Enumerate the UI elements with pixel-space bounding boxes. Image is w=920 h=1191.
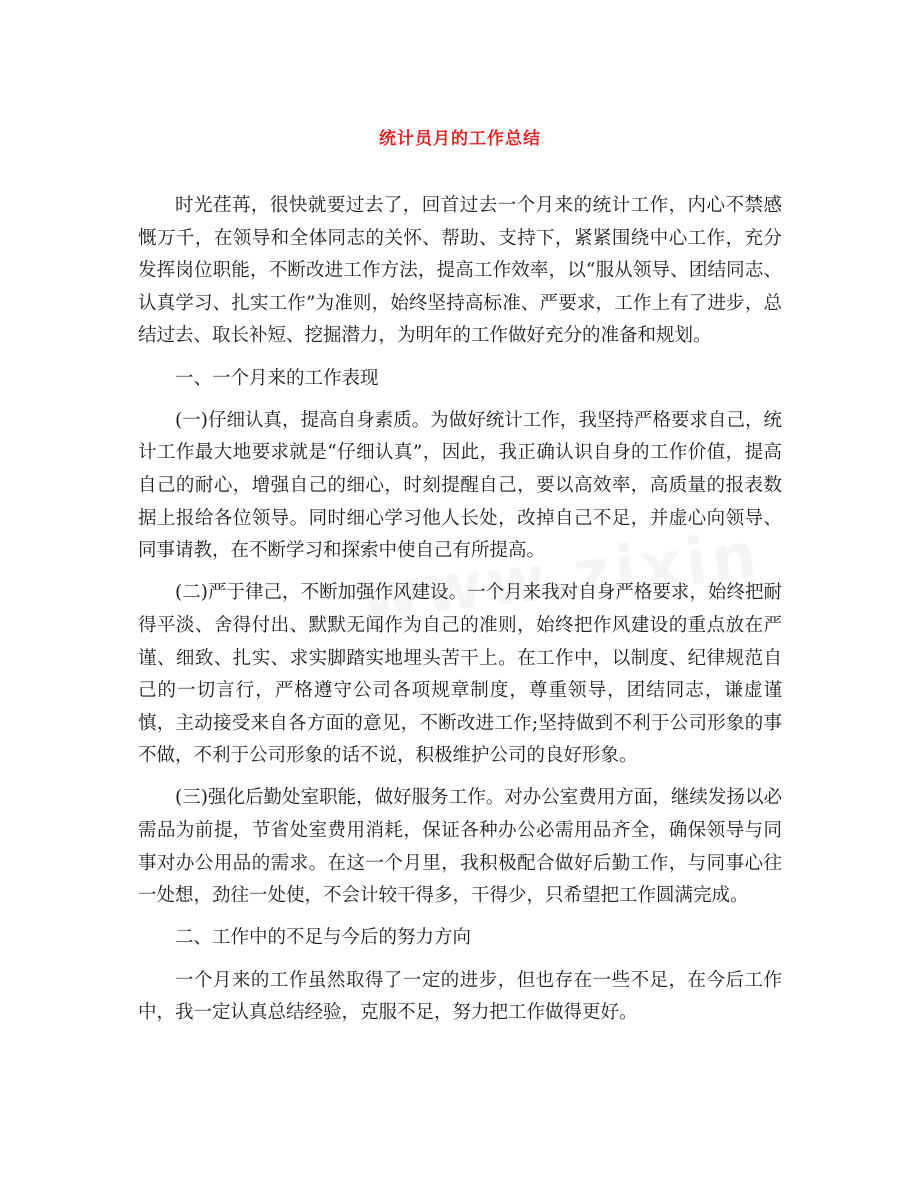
closing-paragraph: 一个月来的工作虽然取得了一定的进步，但也存在一些不足，在今后工作中，我一定认真总结经验，克服不足，努力把工作做得更好。 (138, 969, 782, 1024)
subsection-paragraph-3: (三)强化后勤处室职能，做好服务工作。对办公室费用方面，继续发扬以必需品为前提，节省处室费用消耗，保证各种办公必需用品齐全，确保领导与同事对办公用品的需求。在这一个月里，我积极配合做好后勤工作，与同事心往一处想，劲往一处使，不会计较干得多，干得少，只希望把工作圆满完成。 (138, 787, 782, 907)
intro-paragraph: 时光荏苒，很快就要过去了，回首过去一个月来的统计工作，内心不禁感慨万千，在领导和全体同志的关怀、帮助、支持下，紧紧围绕中心工作，充分发挥岗位职能，不断改进工作方法，提高工作效率，以“服从领导、团结同志、认真学习、扎实工作”为准则，始终坚持高标准、严要求，工作上有了进步，总结过去、取长补短、挖掘潜力，为明年的工作做好充分的准备和规划。 (138, 195, 782, 347)
document-title: 统计员月的工作总结 (379, 129, 541, 149)
section-heading-1: 一、一个月来的工作表现 (175, 367, 379, 389)
document-body (138, 190, 782, 1039)
subsection-paragraph-2: (二)严于律己，不断加强作风建设。一个月来我对自身严格要求，始终把耐得平淡、舍得付出、默默无闻作为自己的准则，始终把作风建设的重点放在严谨、细致、扎实、求实脚踏实地埋头苦干上。在工作中，以制度、纪律规范自己的一切言行，严格遵守公司各项规章制度，尊重领导，团结同志，谦虚谨慎，主动接受来自各方面的意见，不断改进工作;坚持做到不利于公司形象的事不做，不利于公司形象的话不说，积极维护公司的良好形象。 (138, 582, 782, 767)
subsection-paragraph-1: (一)仔细认真，提高自身素质。为做好统计工作，我坚持严格要求自己，统计工作最大地要求就是“仔细认真”，因此，我正确认识自身的工作价值，提高自己的耐心，增强自己的细心，时刻提醒自己，要以高效率，高质量的报表数据上报给各位领导。同时细心学习他人长处，改掉自己不足，并虚心向领导、同事请教，在不断学习和探索中使自己有所提高。 (138, 409, 782, 562)
section-heading-2: 二、工作中的不足与今后的努力方向 (175, 927, 472, 949)
